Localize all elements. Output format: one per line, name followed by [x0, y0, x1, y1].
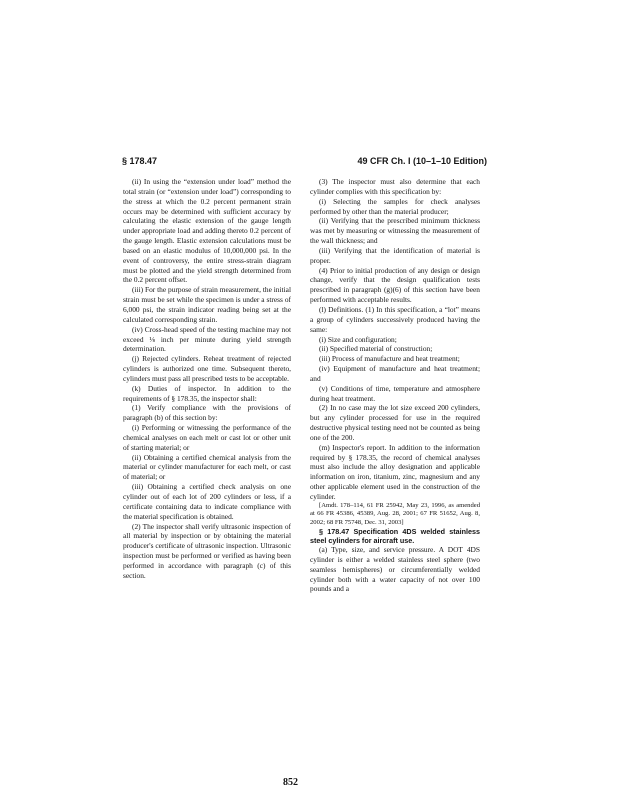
paragraph: (m) Inspector's report. In addition to the information required by § 178.35, the record of chemical analyses must also include the alloy designation and applicable information on iron, titanium, zinc, magnesium and any other applicable element used in the construction of the cylinder. [310, 442, 480, 501]
left-column [123, 177, 291, 581]
paragraph: (i) Selecting the samples for check analyses performed by other than the material producer; [310, 196, 480, 216]
paragraph: (a) Type, size, and service pressure. A DOT 4DS cylinder is either a welded stainless steel sphere (two seamless hemispheres) or circumferentially welded cylinder both with a water capacity of not over 100 pounds and a [310, 545, 480, 594]
paragraph: (3) The inspector must also determine that each cylinder complies with this specification by: [310, 177, 480, 196]
paragraph: (i) Size and configuration; [319, 334, 397, 344]
paragraph: (k) Duties of inspector. In addition to the requirements of § 178.35, the inspector shall: [123, 383, 291, 403]
right-column [310, 177, 480, 594]
paragraph: (ii) Verifying that the prescribed minimum thickness was met by measuring or witnessing the measurement of the wall thickness; and [310, 216, 480, 246]
paragraph: (4) Prior to initial production of any design or design change, verify that the design qualification tests prescribed in paragraph (g)(6) of this section have been performed with acceptable results. [310, 265, 480, 305]
paragraph: (iii) Obtaining a certified check analysis on one cylinder out of each lot of 200 cylinders or less, if a certificate containing data to indicate compliance with the material specification is obtained. [123, 482, 291, 521]
paragraph: (iii) Process of manufacture and heat treatment; [319, 354, 460, 364]
paragraph: (2) In no case may the lot size exceed 200 cylinders, but any cylinder processed for use in the required destructive physical testing need not be counted as being one of the 200. [310, 403, 480, 442]
amendment-note: [Amdt. 178–114, 61 FR 25942, May 23, 1996, as amended at 66 FR 45386, 45389, Aug. 28, 2001; 67 FR 51652, Aug. 8, 2002; 68 FR 75748, Dec. 31, 2003] [310, 501, 480, 526]
running-header-title: 49 CFR Ch. I (10–1–10 Edition) [357, 156, 487, 166]
running-header-section: § 178.47 [122, 156, 158, 166]
paragraph: (iv) Cross-head speed of the testing machine may not exceed ⅛ inch per minute during yield strength determination. [123, 324, 291, 354]
paragraph: (2) The inspector shall verify ultrasonic inspection of all material by inspection or by obtaining the material producer's certificate of ultrasonic inspection. Ultrasonic inspection must be performed or verified as having been performed in accordance with paragraph (c) of this section. [123, 521, 291, 580]
paragraph: (1) Verify compliance with the provisions of paragraph (b) of this section by: [123, 403, 291, 423]
paragraph: (ii) Obtaining a certified chemical analysis from the material or cylinder manufacturer for each melt, or cast of material; or [123, 452, 291, 482]
section-heading: § 178.47 Specification 4DS welded stainless steel cylinders for aircraft use. [310, 527, 480, 546]
paragraph: (iii) Verifying that the identification of material is proper. [310, 245, 480, 265]
paragraph: (v) Conditions of time, temperature and atmosphere during heat treatment. [310, 383, 480, 403]
page-number: 852 [283, 777, 298, 788]
paragraph: (ii) In using the “extension under load” method the total strain (or “extension under load”) corresponding to the stress at which the 0.2 percent permanent strain occurs may be determined with sufficient accuracy by calculating the elastic extension of the gauge length under appropriate load and adding thereto 0.2 percent of the gauge length. Elastic extension calculations must be based on an elastic modulus of 10,000,000 psi. In the event of controversy, the entire stress-strain diagram must be plotted and the yield strength determined from the 0.2 percent offset. [123, 177, 291, 285]
paragraph: (ii) Specified material of construction; [319, 344, 433, 354]
paragraph: (j) Rejected cylinders. Reheat treatment of rejected cylinders is authorized one time. Subsequent thereto, cylinders must pass all prescribed tests to be acceptable. [123, 354, 291, 383]
paragraph: (l) Definitions. (1) In this specification, a “lot” means a group of cylinders successively produced having the same: [310, 304, 480, 334]
paragraph: (iii) For the purpose of strain measurement, the initial strain must be set while the specimen is under a stress of 6,000 psi, the strain indicator reading being set at the calculated corresponding strain. [123, 285, 291, 324]
paragraph: (i) Performing or witnessing the performance of the chemical analyses on each melt or cast lot or other unit of starting material; or [123, 423, 291, 452]
paragraph: (iv) Equipment of manufacture and heat treatment; and [310, 364, 480, 383]
